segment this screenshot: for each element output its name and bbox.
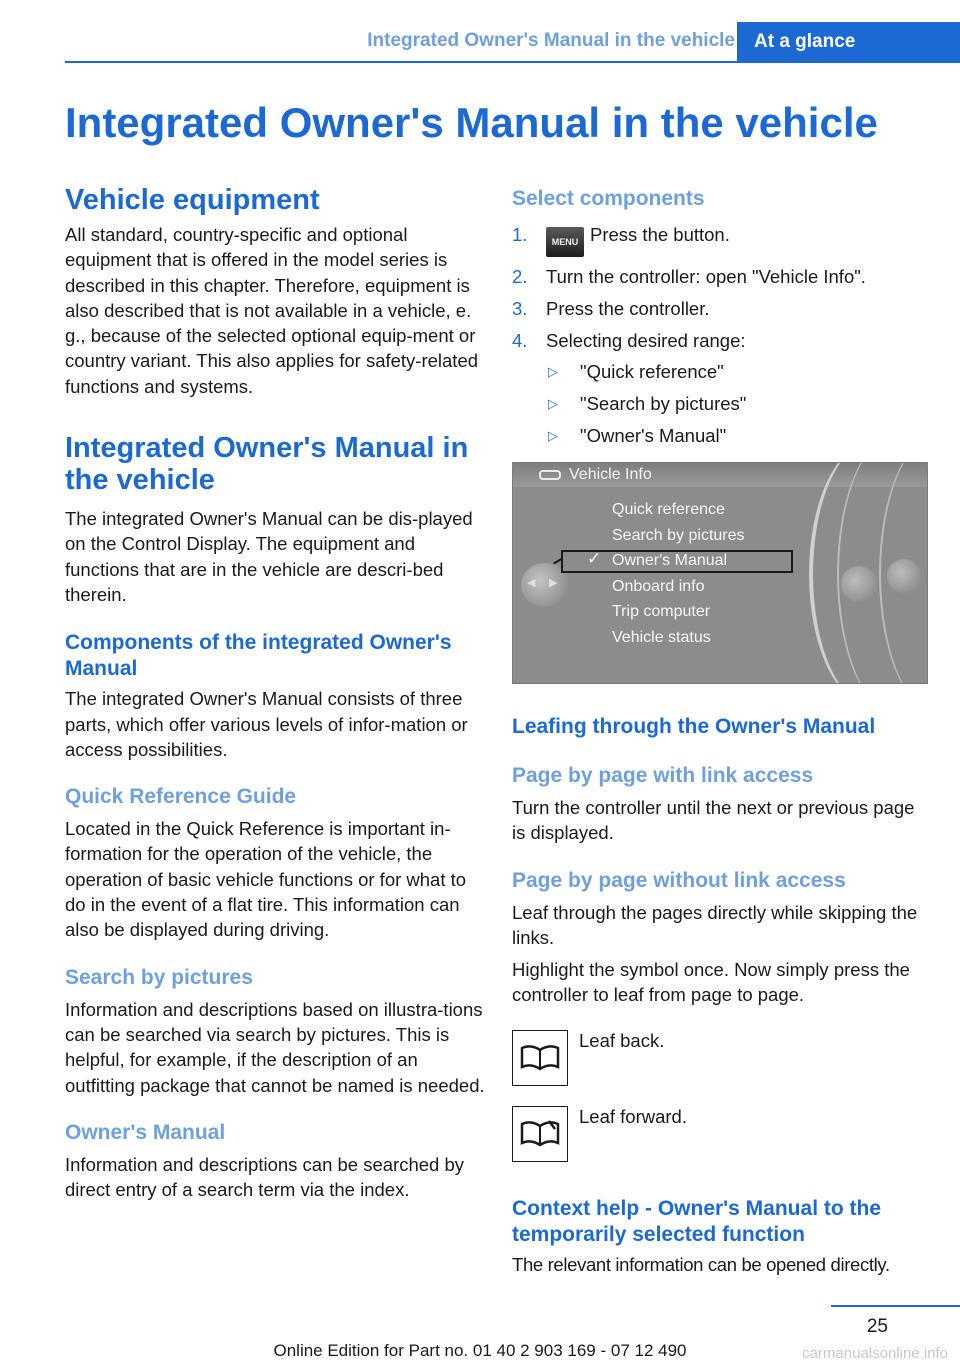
left-column xyxy=(65,178,485,1202)
step-text: Press the button. xyxy=(590,224,730,245)
triangle-bullet-icon: ▷ xyxy=(548,364,558,379)
with-link-body: Turn the controller until the next or previous page is displayed. xyxy=(512,797,915,844)
book-back-icon xyxy=(512,1030,568,1086)
step-item xyxy=(512,328,930,448)
without-link-heading: Page by page without link access xyxy=(512,868,846,892)
integrated-manual-heading: Integrated Owner's Manual in the vehicle xyxy=(65,432,469,497)
option-item xyxy=(546,423,930,448)
step-text: Selecting desired range: xyxy=(546,330,746,351)
watermark: carmanualsonline.info xyxy=(802,1345,948,1362)
without-link-body-2: Highlight the symbol once. Now simply press the controller to leaf from page to page. xyxy=(512,959,910,1006)
step-item xyxy=(512,222,930,257)
owners-manual-body: Information and descriptions can be searched by direct entry of a search term via the index. xyxy=(65,1153,465,1201)
with-link-heading: Page by page with link access xyxy=(512,764,814,787)
screen-title: Vehicle Info xyxy=(569,466,652,483)
checkmark-icon: ✓ xyxy=(587,549,602,568)
search-by-pictures-heading: Search by pictures xyxy=(65,965,253,989)
step-item xyxy=(512,296,930,321)
option-text: "Owner's Manual" xyxy=(580,425,727,446)
arrow-right-icon: ▶ xyxy=(549,577,558,589)
header-section-title: Integrated Owner's Manual in the vehicle xyxy=(367,30,735,51)
screen-menu-item: Search by pictures xyxy=(612,526,745,544)
book-forward-icon xyxy=(512,1106,568,1162)
page-number: 25 xyxy=(866,1316,888,1337)
right-column xyxy=(512,178,930,1277)
option-item xyxy=(546,391,930,416)
step-text: Turn the controller: open "Vehicle Info". xyxy=(546,266,866,287)
triangle-bullet-icon: ▷ xyxy=(548,428,558,443)
context-help-body: The relevant information can be opened directly. xyxy=(512,1253,890,1275)
search-by-pictures-body: Information and descriptions based on illustra-tions can be searched via search by pictures. This is helpful, for example, if the description of an outfitting package that cannot be named is needed. xyxy=(65,998,485,1096)
page-title: Integrated Owner's Manual in the vehicle xyxy=(65,99,878,146)
option-text: "Quick reference" xyxy=(580,361,724,382)
step-text: Press the controller. xyxy=(546,298,710,319)
vehicle-equipment-body: All standard, country-specific and optional equipment that is offered in the model series is described in this chapter. Therefore, equipment is also described that is not available in a vehicle, e. g., because of the selected optional equip-ment or country variant. This also applies for safety-related functions and systems. xyxy=(65,224,479,397)
leaf-back-row xyxy=(512,1030,930,1106)
submenu-knob-icon xyxy=(841,566,877,602)
steps-list xyxy=(512,222,930,448)
header-chapter-tab: At a glance xyxy=(737,22,960,62)
vehicle-equipment-heading: Vehicle equipment xyxy=(65,184,320,216)
leaf-forward-text: Leaf forward. xyxy=(579,1105,687,1127)
step-number: 2. xyxy=(512,266,528,287)
screen-menu-item: Owner's Manual xyxy=(612,552,728,570)
arrow-left-icon: ◀ xyxy=(527,577,536,589)
screen-menu-item: Quick reference xyxy=(612,501,725,518)
option-text: "Search by pictures" xyxy=(580,393,747,414)
submenu-knob-icon xyxy=(887,559,921,593)
step-number: 1. xyxy=(512,224,528,245)
screen-menu-item: Onboard info xyxy=(612,577,705,595)
integrated-manual-body: The integrated Owner's Manual can be dis-played on the Control Display. The equipment and functions that are in the vehicle are descri-bed therein. xyxy=(65,508,473,605)
quick-reference-body: Located in the Quick Reference is important in-formation for the operation of the vehicle, the operation of basic vehicle functions or for what to do in the event of a flat tire. This information can also be displayed during driving. xyxy=(65,818,467,941)
screen-menu-item: Trip computer xyxy=(612,603,711,621)
screen-menu-list xyxy=(612,499,745,653)
leaf-forward-row xyxy=(512,1106,930,1182)
triangle-bullet-icon: ▷ xyxy=(548,396,558,411)
context-help-heading: Context help - Owner's Manual to the temporarily selected function xyxy=(512,1196,882,1246)
control-display-screenshot xyxy=(512,462,928,684)
footer-rule xyxy=(831,1305,960,1307)
option-item xyxy=(546,359,930,384)
footer-edition: Online Edition for Part no. 01 40 2 903 169 - 07 12 490 xyxy=(273,1341,687,1360)
car-icon xyxy=(539,470,561,480)
step-item xyxy=(512,264,930,289)
select-components-heading: Select components xyxy=(512,187,705,210)
leafing-heading: Leafing through the Owner's Manual xyxy=(512,715,876,738)
step-number: 4. xyxy=(512,330,528,351)
options-list xyxy=(546,359,930,448)
step-number: 3. xyxy=(512,298,528,319)
without-link-body-1: Leaf through the pages directly while skipping the links. xyxy=(512,901,918,948)
leaf-back-text: Leaf back. xyxy=(579,1029,665,1051)
components-heading: Components of the integrated Owner's Manual xyxy=(65,631,452,681)
header-rule xyxy=(65,61,960,63)
owners-manual-heading: Owner's Manual xyxy=(65,1120,226,1144)
menu-button-icon: MENU xyxy=(546,227,584,257)
components-body: The integrated Owner's Manual consists of three parts, which offer various levels of infor-mation or access possibilities. xyxy=(65,688,468,760)
quick-reference-heading: Quick Reference Guide xyxy=(65,785,297,809)
screen-menu-item: Vehicle status xyxy=(612,628,711,646)
